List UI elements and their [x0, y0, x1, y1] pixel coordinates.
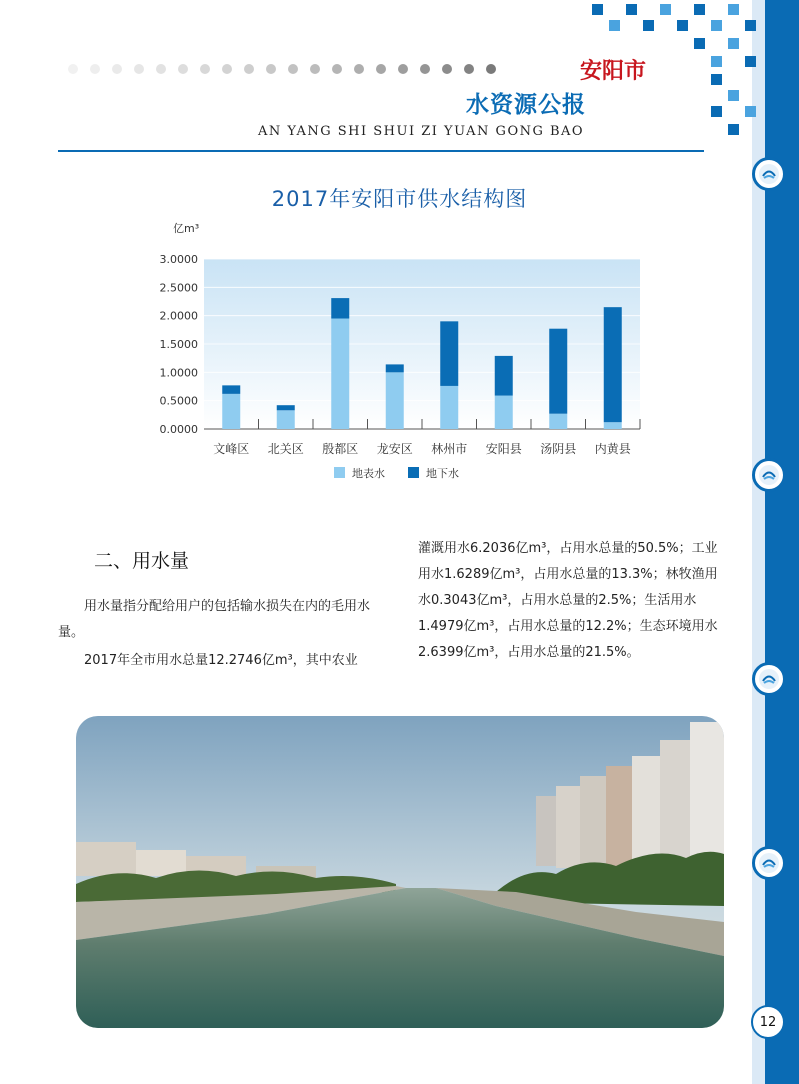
bar-地下水	[386, 364, 404, 372]
x-category-label: 安阳县	[485, 442, 522, 456]
paragraph-total: 2017年全市用水总量12.2746亿m³，其中农业	[84, 653, 358, 668]
header-pinyin: AN YANG SHI SHUI ZI YUAN GONG BAO	[258, 124, 585, 139]
header-report-title: 水资源公报	[466, 91, 586, 118]
badge-logo-icon	[752, 662, 786, 696]
legend-swatch	[334, 467, 345, 478]
legend-label: 地下水	[426, 467, 459, 480]
bar-地表水	[222, 394, 240, 429]
badge-logo-icon	[752, 846, 786, 880]
bar-地下水	[277, 405, 295, 410]
x-category-label: 文峰区	[213, 442, 250, 456]
breakdown-line: 2.6399亿m³，占用水总量的21.5%。	[418, 645, 640, 660]
x-category-label: 内黄县	[594, 442, 631, 456]
header-city: 安阳市	[580, 58, 647, 84]
supply-structure-chart	[0, 0, 799, 500]
chart-legend	[334, 466, 459, 480]
x-category-label: 殷都区	[322, 442, 359, 456]
bar-地表水	[277, 410, 295, 429]
breakdown-line: 水0.3043亿m³，占用水总量的2.5%；生活用水	[418, 593, 697, 608]
bar-地下水	[549, 329, 567, 414]
bar-地表水	[331, 319, 349, 430]
legend-label: 地表水	[352, 467, 385, 480]
y-tick-label: 3.0000	[159, 253, 198, 266]
chart-title: 2017年安阳市供水结构图	[271, 187, 528, 211]
bar-地下水	[331, 298, 349, 318]
y-tick-label: 0.0000	[159, 423, 198, 436]
breakdown-line: 灌溉用水6.2036亿m³，占用水总量的50.5%；工业	[418, 541, 718, 556]
y-tick-label: 0.5000	[159, 394, 198, 408]
x-category-label: 龙安区	[376, 442, 413, 456]
x-category-label: 北关区	[267, 442, 304, 456]
breakdown-line: 用水1.6289亿m³，占用水总量的13.3%；林牧渔用	[418, 567, 718, 582]
bar-地表水	[440, 386, 458, 429]
y-tick-label: 1.0000	[159, 366, 198, 380]
bar-地下水	[604, 307, 622, 422]
river-city-photo	[76, 716, 724, 1028]
bar-地下水	[440, 321, 458, 386]
y-axis-unit-label: 亿m³	[173, 222, 200, 235]
x-category-label: 汤阴县	[540, 442, 577, 456]
section-heading: 二、用水量	[94, 550, 190, 572]
bar-地表水	[495, 396, 513, 429]
legend-swatch	[408, 467, 419, 478]
paragraph-breakdown	[418, 536, 746, 666]
bar-地表水	[604, 422, 622, 429]
y-tick-label: 2.5000	[159, 281, 198, 295]
x-category-label: 林州市	[431, 442, 468, 456]
y-tick-label: 2.0000	[159, 309, 198, 323]
bar-地表水	[549, 414, 567, 429]
breakdown-line: 1.4979亿m³，占用水总量的12.2%；生态环境用水	[418, 619, 718, 634]
bar-地下水	[222, 385, 240, 394]
paragraph-definition: 用水量指分配给用户的包括输水损失在内的毛用水量。	[58, 599, 371, 640]
bar-地表水	[386, 372, 404, 429]
bar-地下水	[495, 356, 513, 396]
y-tick-label: 1.5000	[159, 338, 198, 351]
page-number: 12	[751, 1005, 785, 1039]
